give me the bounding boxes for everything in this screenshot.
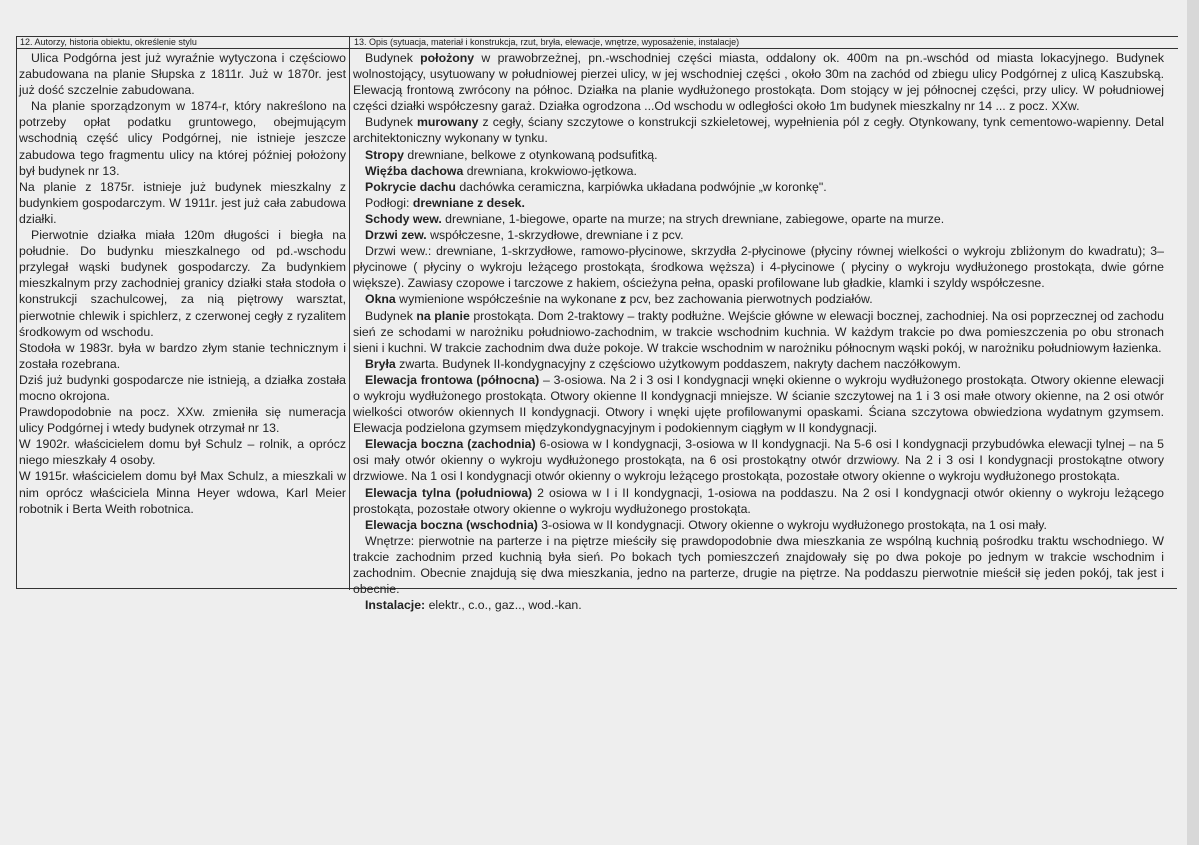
column-divider: [349, 36, 350, 590]
history-paragraph: Pierwotnie działka miała 120m długości i biegła na południe. Do budynku mieszkalnego od pd.-wschodu przylegał wąski budynek gospodarczy. Za budynkiem mieszkalnym przy zachodniej granicy działki stała stodoła o konstrukcji szachulcowej, za nią piętrowy warsztat, pierwotnie chlewik i spichlerz, z czerwonej cegły z ryzalitem środkowym od wschodu.: [19, 228, 346, 339]
interior-paragraph: Wnętrze: pierwotnie na parterze i na piętrze mieściły się prawdopodobnie dwa mieszkania ze wspólną kuchnią pośrodku traktu wschodniego. W trakcie zachodnim przed kuchnią była sień. Po bokach tych pomieszczeń znajdowały się po dwa pokoje po jednym w trakcie wschodnim i zachodnim. Obecnie znajdują się dwa mieszkania, jedno na parterze, drugie na piętrze. Na poddaszu pierwotnie mieścił się jeden pokój, tak jest i obecnie.: [353, 533, 1164, 597]
roof-truss-line: Więźba dachowa drewniana, krokwiowo-jętkowa.: [365, 163, 637, 178]
roofing-line: Pokrycie dachu dachówka ceramiczna, karpiówka układana podwójnie „w koronkę".: [365, 179, 827, 194]
description-column: [353, 50, 1164, 613]
history-column: [19, 50, 346, 517]
section-13-title: 13. Opis (sytuacja, materiał i konstrukcja, rzut, bryła, elewacje, wnętrze, wyposażenie, instalacje): [354, 37, 740, 47]
construction-paragraph: Budynek murowany z cegły, ściany szczytowe o konstrukcji szkieletowej, wypełnienia pól z cegły. Otynkowany, tynk cementowo-wapienny. Detal architektoniczny wykonany w tynku.: [353, 115, 1164, 146]
section-12-title: 12. Autorzy, historia obiektu, określenie stylu: [20, 37, 197, 47]
installations-line: Instalacje: elektr., c.o., gaz.., wod.-kan.: [365, 598, 582, 613]
history-paragraph: Ulica Podgórna jest już wyraźnie wytyczona i częściowo zabudowana na planie Słupska z 1811r. Już w 1870r. jest już dość szczelnie zabudowana.: [19, 51, 346, 98]
exterior-doors-line: Drzwi zew. współczesne, 1-skrzydłowe, drewniane i z pcv.: [365, 228, 684, 243]
history-paragraph: Prawdopodobnie na pocz. XXw. zmieniła się numeracja ulicy Podgórnej i wtedy budynek otrzymał nr 13.: [19, 405, 346, 436]
history-paragraph: W 1902r. właścicielem domu był Schulz – rolnik, a oprócz niego mieszkały 4 osoby.: [19, 437, 346, 468]
history-paragraph: Stodoła w 1983r. była w bardzo złym stanie technicznym i została rozebrana.: [19, 340, 346, 371]
windows-line: Okna wymienione współcześnie na wykonane z pcv, bez zachowania pierwotnych podziałów.: [365, 292, 873, 307]
plan-paragraph: Budynek na planie prostokąta. Dom 2-traktowy – trakty podłużne. Wejście główne w elewacji bocznej, zachodniej. Na osi poprzecznej od zachodu sień ze schodami w narożniku południowo-zachodnim, w trakcie wschodnim kuchnia. W każdym trakcie po dwa pomieszczenia po obu stronach sieni i kuchni. W trakcie zachodnim dwa duże pokoje. W trakcie wschodnim w narożniku północnym wąski pokój, w narożniku południowym łazienka.: [353, 308, 1164, 355]
floors-line: Podłogi: drewniane z desek.: [365, 195, 525, 210]
massing-line: Bryła zwarta. Budynek II-kondygnacyjny z częściowo użytkowym poddaszem, nakryty dachem naczółkowym.: [365, 356, 961, 371]
front-elevation-paragraph: Elewacja frontowa (północna) – 3-osiowa. Na 2 i 3 osi I kondygnacji wnęki okienne o wykroju wydłużonego prostokąta. Otwory okienne elewacji o wykroju wydłużonego prostokąta. Otwory okienne II kondygnacji mniejsze. W ścianie szczytowej na 1 i 3 osi małe otwory okienne, na 2 osi otwór wielkości otworów okiennych II kondygnacji. Otwory i wnęki ujęte profilowanymi opaskami. Ściana szczytowa obwiedziona wydatnym gzymsem. Elewacja podzielona gzymsem międzykondygnacyjnym i podokiennym ciągłym w II kondygnacji.: [353, 372, 1164, 436]
history-paragraph: W 1915r. właścicielem domu był Max Schulz, a mieszkali w nim oprócz właściciela Minna Heyer wdowa, Karl Meier robotnik i Berta Weith robotnica.: [19, 469, 346, 516]
history-paragraph: Na planie z 1875r. istnieje już budynek mieszkalny z budynkiem gospodarczym. W 1911r. jest już cała zabudowa działki.: [19, 179, 346, 226]
history-paragraph: Dziś już budynki gospodarcze nie istnieją, a działka została mocno okrojona.: [19, 372, 346, 403]
page-edge: [1187, 0, 1199, 845]
history-paragraph: Na planie sporządzonym w 1874-r, który nakreślono na potrzeby opłat podatku gruntowego, obejmującym wschodnią część ulicy Podgórnej, nie istnieje jeszcze zabudowa tego fragmentu ulicy na której później położony był budynek nr 13.: [19, 99, 346, 178]
stairs-line: Schody wew. drewniane, 1-biegowe, oparte na murze; na strych drewniane, zabiegowe, oparte na murze.: [365, 211, 945, 226]
location-paragraph: Budynek położony w prawobrzeżnej, pn.-wschodniej części miasta, oddalony ok. 400m na pn.-wschód od miasta lokacyjnego. Budynek wolnostojący, usytuowany w południowej pierzei ulicy, w jej wschodniej części , około 30m na zachód od zbiegu ulicy Podgórnej z ulicą Kaszubską. Elewacją frontową zwrócony na północ. Działka na planie wydłużonego prostokąta. Dom stojący w jej północnej części, przy ulicy. W południowej części działki współczesny garaż. Działka ogrodzona ...Od wschodu w odległości około 1m budynek mieszkalny nr 14 ... z pocz. XXw.: [353, 51, 1164, 114]
rear-elevation-paragraph: Elewacja tylna (południowa) 2 osiowa w I i II kondygnacji, 1-osiowa na poddaszu. Na 2 osi I kondygnacji otwór okienny o wykroju leżącego prostokąta, pozostałe otwory okienne o wykroju wydłużonego prostokąta.: [353, 485, 1164, 516]
east-elevation-paragraph: Elewacja boczna (wschodnia) 3-osiowa w II kondygnacji. Otwory okienne o wykroju wydłużonego prostokąta, na 1 osi mały.: [365, 517, 1047, 532]
west-elevation-paragraph: Elewacja boczna (zachodnia) 6-osiowa w I kondygnacji, 3-osiowa w II kondygnacji. Na 5-6 osi I kondygnacji przybudówka elewacji tylnej – na 5 osi mały otwór okienny o wykroju wydłużonego prostokąta, na 6 osi prostokątny otwór drzwiowy. Na 2 i 3 osi I kondygnacji prostokątne otwory drzwiowe. Na 1 osi I kondygnacji otwór okienny o wykroju leżącego prostokąta, pozostałe otwory okienne o wykroju wydłużonego prostokąta.: [353, 437, 1164, 484]
interior-doors-paragraph: Drzwi wew.: drewniane, 1-skrzydłowe, ramowo-płycinowe, skrzydła 2-płycinowe (płyciny równej wielkości o wykroju zbliżonym do kwadratu); 3–płycinowe ( płyciny o wykroju leżącego prostokąta, środkowa węższa) i 4-płycinowe ( płyciny o wykroju wydłużonego prostokąta, dwie górne większe). Zawiasy czopowe i tarczowe z hakiem, ościeżyna pełna, opaski profilowane lub gładkie, klamki i szyldy współczesne.: [353, 244, 1164, 291]
ceilings-line: Stropy drewniane, belkowe z otynkowaną podsufitką.: [365, 147, 658, 162]
